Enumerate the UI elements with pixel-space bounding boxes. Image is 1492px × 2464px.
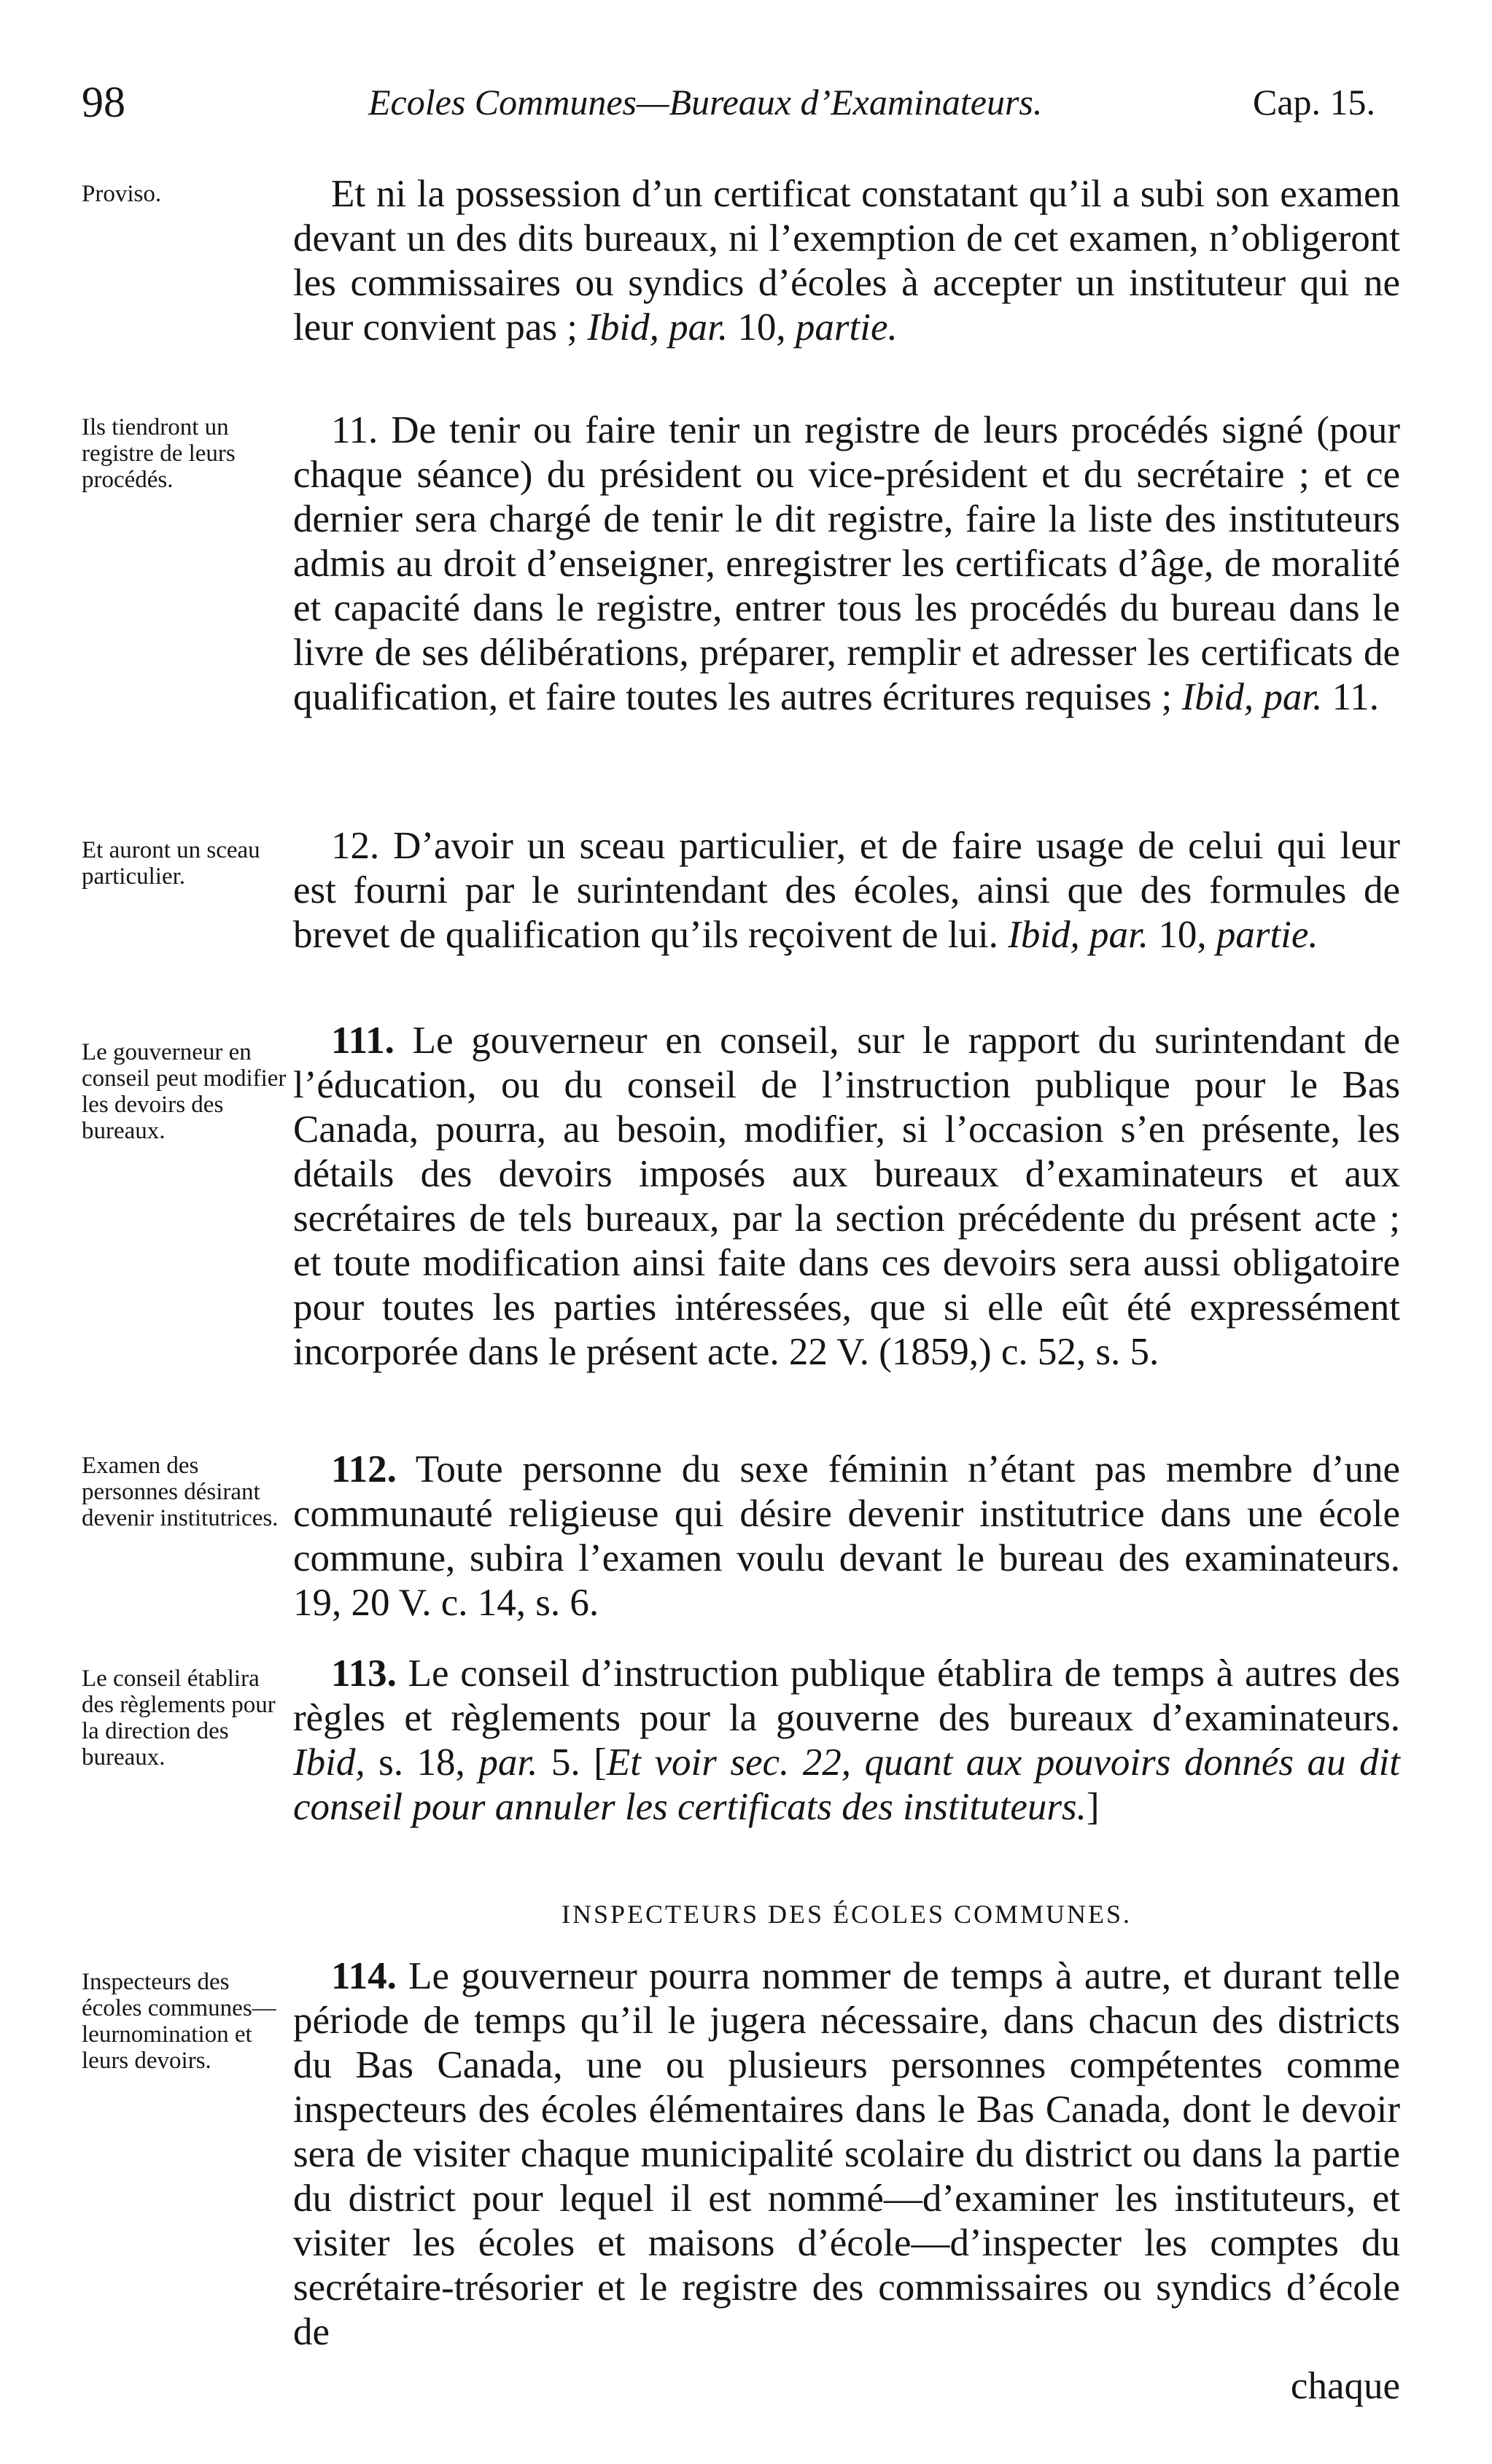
paragraph-12-ref-num: 10, (1158, 914, 1207, 956)
paragraph-11 (293, 408, 1400, 720)
section-113-number: 113. (331, 1652, 397, 1695)
margin-note-inspecteurs: Inspecteurs des écoles communes—leurnomination et leurs devoirs. (82, 1969, 276, 2074)
section-113-bracket-open: [ (594, 1741, 607, 1784)
paragraph-12-text: D’avoir un sceau particulier, et de faire usage de celui qui leur est fourni par le surintendant des écoles, ainsi que des formules de brevet de qualification qu’ils reçoivent de lui. (293, 825, 1401, 956)
section-111 (293, 1019, 1400, 1375)
section-113-ref-section: s. 18, (378, 1741, 465, 1784)
paragraph-12 (293, 824, 1400, 957)
paragraph-12-ref-ibid: Ibid, (1008, 914, 1080, 956)
paragraph-12-number: 12. (331, 825, 380, 867)
proviso-ref-partie: partie. (795, 306, 898, 349)
paragraph-proviso (293, 172, 1400, 350)
paragraph-11-text: De tenir ou faire tenir un registre de leurs procédés signé (pour chaque séance) du président ou vice-président et du secrétaire ; et ce dernier sera chargé de tenir le dit registre, faire la liste des instituteurs admis au droit d’enseigner, enregistrer les certificats d’âge, de moralité et capacité dans le registre, entrer tous les procédés du bureau dans le livre de ses délibérations, préparer, remplir et adresser les certificats de qualification, et faire toutes les autres écritures requises ; (293, 409, 1401, 718)
running-title: Ecoles Communes—Bureaux d’Examinateurs. (368, 82, 1043, 123)
section-113-cross-reference: Et voir sec. 22, quant aux pouvoirs donnés au dit conseil pour annuler les certificats des instituteurs. (293, 1741, 1401, 1828)
section-113-text: Le conseil d’instruction publique établira de temps à autres des règles et règlements pour la gouverne des bureaux d’examinateurs. (293, 1652, 1400, 1739)
section-113 (293, 1652, 1400, 1830)
page-number: 98 (82, 78, 125, 126)
margin-note-proviso: Proviso. (82, 181, 162, 207)
section-heading: INSPECTEURS DES ÉCOLES COMMUNES. (561, 1900, 1132, 1929)
proviso-ref-ibid: Ibid, (587, 306, 659, 349)
section-113-ref-ibid: Ibid, (293, 1741, 365, 1784)
proviso-ref-num: 10, (737, 306, 786, 349)
margin-note-registre: Ils tiendront un registre de leurs procédés. (82, 414, 236, 493)
chapter-label: Cap. 15. (1253, 82, 1376, 123)
section-111-text: Le gouverneur en conseil, sur le rapport du surintendant de l’éducation, ou du conseil de l’instruction publique pour le Bas Canada, pourra, au besoin, modifier, si l’occasion s’en présente, les détails des devoirs imposés aux bureaux d’examinateurs et aux secrétaires de tels bureaux, par la section précédente du présent acte ; et toute modification ainsi faite dans ces devoirs sera aussi obligatoire pour toutes les parties intéressées, que si elle eût été expressément incorporée dans le présent acte. 22 V. (1859,) c. 52, s. 5. (293, 1019, 1400, 1373)
margin-note-gouverneur: Le gouverneur en conseil peut modifier les devoirs des bureaux. (82, 1039, 287, 1144)
paragraph-12-ref-partie: partie. (1216, 914, 1318, 956)
paragraph-12-ref-par: par. (1089, 914, 1149, 956)
proviso-ref-par: par. (669, 306, 728, 349)
section-114-number: 114. (331, 1955, 397, 1997)
margin-note-examen: Examen des personnes désirant devenir institutrices. (82, 1453, 279, 1531)
paragraph-11-number: 11. (331, 409, 378, 451)
section-111-number: 111. (331, 1019, 395, 1062)
section-112-text: Toute personne du sexe féminin n’étant pas membre d’une communauté religieuse qui désire devenir institutrice dans une école commune, subira l’examen voulu devant le bureau des examinateurs. 19, 20 V. c. 14, s. 6. (293, 1448, 1400, 1624)
margin-note-sceau: Et auront un sceau particulier. (82, 837, 260, 890)
section-113-ref-par: par. (478, 1741, 538, 1784)
paragraph-11-ref-num: 11. (1332, 676, 1379, 718)
section-114 (293, 1954, 1400, 2355)
paragraph-11-ref-par: par. (1263, 676, 1323, 718)
section-113-bracket-close: ] (1086, 1786, 1100, 1828)
section-114-text: Le gouverneur pourra nommer de temps à autre, et durant telle période de temps qu’il le jugera nécessaire, dans chacun des districts du Bas Canada, une ou plusieurs personnes compétentes comme inspecteurs des écoles élémentaires dans le Bas Canada, dont le devoir sera de visiter chaque municipalité scolaire du district ou dans la partie du district pour lequel il est nommé—d’examiner les instituteurs, et visiter les écoles et maisons d’école—d’inspecter les comptes du secrétaire-trésorier et le registre des commissaires ou syndics d’école de (293, 1955, 1400, 2353)
margin-note-conseil: Le conseil établira des règlements pour la direction des bureaux. (82, 1666, 276, 1771)
section-112-number: 112. (331, 1448, 397, 1491)
proviso-text: Et ni la possession d’un certificat constatant qu’il a subi son examen devant un des dits bureaux, ni l’exemption de cet examen, n’obligeront les commissaires ou syndics d’écoles à accepter un instituteur qui ne leur convient pas ; (293, 173, 1400, 349)
catchword: chaque (1290, 2365, 1400, 2407)
section-112 (293, 1447, 1400, 1625)
section-113-ref-num: 5. (551, 1741, 580, 1784)
paragraph-11-ref-ibid: Ibid, (1181, 676, 1254, 718)
